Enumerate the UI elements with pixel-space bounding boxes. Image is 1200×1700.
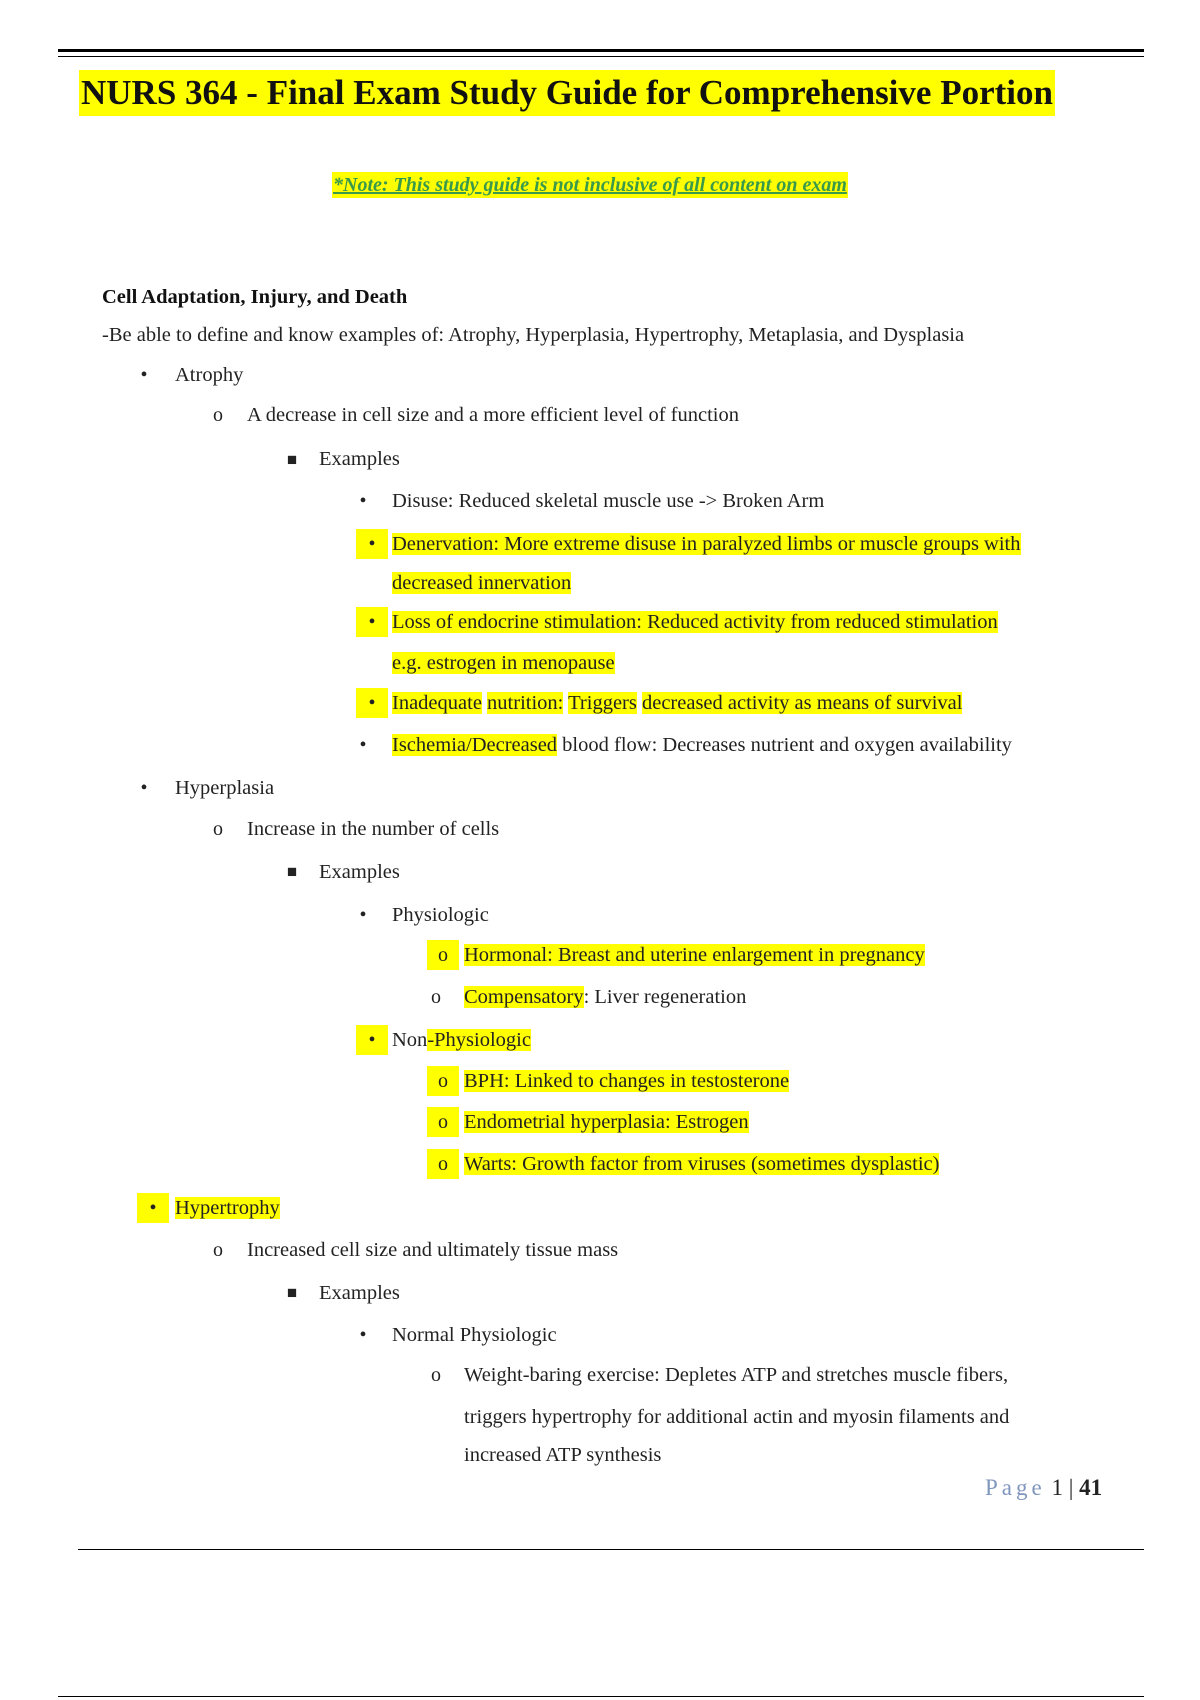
page-current: 1 bbox=[1051, 1475, 1063, 1500]
atrophy-endocrine-line1 bbox=[392, 607, 998, 637]
bullet-square: ■ bbox=[286, 450, 298, 469]
bullet-dot: • bbox=[356, 688, 388, 718]
bullet-dot: • bbox=[356, 1025, 388, 1055]
document-title: NURS 364 - Final Exam Study Guide for Comprehensive Portion bbox=[79, 70, 1055, 116]
bullet-dot: • bbox=[137, 1193, 169, 1223]
bullet-dot: • bbox=[356, 607, 388, 637]
atrophy-definition: A decrease in cell size and a more efficient level of function bbox=[247, 404, 739, 426]
hypertrophy-label: Hypertrophy bbox=[175, 1197, 280, 1219]
intro-text: -Be able to define and know examples of: Atrophy, Hyperplasia, Hypertrophy, Metaplasia, and Dysplasia bbox=[102, 324, 965, 346]
hypertrophy-examples-label: Examples bbox=[319, 1282, 400, 1304]
note-text: *Note: This study guide is not inclusive of all content on exam bbox=[333, 174, 847, 196]
highlighted-text: Warts: Growth factor from viruses (sometimes dysplastic) bbox=[464, 1153, 940, 1175]
bullet-circle: o bbox=[213, 818, 223, 840]
highlighted-text: BPH: Linked to changes in testosterone bbox=[464, 1070, 790, 1092]
hypertrophy-weight-line2: triggers hypertrophy for additional actin and myosin filaments and bbox=[464, 1406, 1010, 1428]
bullet-dot: • bbox=[359, 734, 367, 756]
atrophy-ischemia bbox=[392, 730, 1012, 760]
plain-text: blood flow: Decreases nutrient and oxygen availability bbox=[557, 734, 1012, 756]
bullet-circle: o bbox=[213, 1239, 223, 1261]
bullet-circle: o bbox=[213, 404, 223, 426]
highlighted-text: Denervation: More extreme disuse in paralyzed limbs or muscle groups with bbox=[392, 533, 1021, 555]
highlighted-text: Hormonal: Breast and uterine enlargement in pregnancy bbox=[464, 944, 925, 966]
hyperplasia-bph bbox=[464, 1066, 789, 1096]
hyperplasia-hormonal bbox=[464, 940, 925, 970]
highlighted-text: e.g. estrogen in menopause bbox=[392, 652, 615, 674]
atrophy-disuse: Disuse: Reduced skeletal muscle use -> Broken Arm bbox=[392, 490, 825, 512]
page-number bbox=[985, 1473, 1102, 1503]
highlighted-text: Loss of endocrine stimulation: Reduced activity from reduced stimulation bbox=[392, 611, 998, 633]
hyperplasia-endometrial bbox=[464, 1107, 749, 1137]
highlighted-text: Inadequate bbox=[392, 692, 482, 714]
bullet-square: ■ bbox=[286, 862, 298, 881]
top-rule-thin bbox=[58, 56, 1144, 57]
bullet-square: ■ bbox=[286, 1283, 298, 1302]
bullet-circle: o bbox=[427, 1149, 459, 1179]
hypertrophy-weight-line3: increased ATP synthesis bbox=[464, 1444, 662, 1466]
bullet-dot: • bbox=[359, 904, 367, 926]
bottom-rule bbox=[78, 1549, 1144, 1550]
hypertrophy-definition: Increased cell size and ultimately tissue mass bbox=[247, 1239, 619, 1261]
atrophy-endocrine-line2 bbox=[392, 648, 615, 678]
hyperplasia-compensatory bbox=[464, 982, 746, 1012]
plain-text: : Liver regeneration bbox=[583, 986, 747, 1008]
bullet-circle: o bbox=[431, 986, 441, 1008]
hypertrophy-weight-line1: Weight-baring exercise: Depletes ATP and stretches muscle fibers, bbox=[464, 1364, 1009, 1386]
bullet-circle: o bbox=[427, 1107, 459, 1137]
highlighted-text: Ischemia/Decreased bbox=[392, 734, 558, 756]
bullet-dot: • bbox=[359, 1324, 367, 1346]
bullet-circle: o bbox=[427, 1066, 459, 1096]
plain-text: Non bbox=[392, 1029, 428, 1051]
highlighted-text: Triggers bbox=[568, 692, 637, 714]
hyperplasia-warts bbox=[464, 1149, 939, 1179]
bullet-dot: • bbox=[140, 364, 148, 386]
hypertrophy-normal-physiologic: Normal Physiologic bbox=[392, 1324, 557, 1346]
page-bottom-rule bbox=[58, 1696, 1144, 1697]
bullet-circle: o bbox=[427, 940, 459, 970]
hyperplasia-nonphysiologic bbox=[392, 1025, 531, 1055]
hypertrophy-label-line bbox=[175, 1193, 280, 1223]
hyperplasia-definition: Increase in the number of cells bbox=[247, 818, 500, 840]
highlighted-text: decreased innervation bbox=[392, 572, 572, 594]
page-separator: | bbox=[1062, 1475, 1080, 1500]
atrophy-denervation-line2 bbox=[392, 568, 571, 598]
highlighted-text: -Physiologic bbox=[427, 1029, 531, 1051]
page-word: Page bbox=[985, 1475, 1046, 1500]
bullet-circle: o bbox=[431, 1364, 441, 1386]
atrophy-denervation-line1 bbox=[392, 529, 1021, 559]
hyperplasia-physiologic: Physiologic bbox=[392, 904, 489, 926]
bullet-dot: • bbox=[359, 490, 367, 512]
highlighted-text: Compensatory bbox=[464, 986, 584, 1008]
atrophy-examples-label: Examples bbox=[319, 448, 400, 470]
atrophy-nutrition bbox=[392, 688, 962, 718]
bullet-dot: • bbox=[356, 529, 388, 559]
hyperplasia-label: Hyperplasia bbox=[175, 777, 275, 799]
hyperplasia-examples-label: Examples bbox=[319, 861, 400, 883]
highlighted-text: decreased activity as means of survival bbox=[641, 692, 963, 714]
top-rule-thick bbox=[58, 49, 1144, 52]
atrophy-label: Atrophy bbox=[175, 364, 244, 386]
highlighted-text: Endometrial hyperplasia: Estrogen bbox=[464, 1111, 749, 1133]
highlighted-text: nutrition: bbox=[487, 692, 564, 714]
bullet-dot: • bbox=[140, 777, 148, 799]
page-total: 41 bbox=[1079, 1475, 1103, 1500]
section-heading: Cell Adaptation, Injury, and Death bbox=[102, 286, 408, 308]
